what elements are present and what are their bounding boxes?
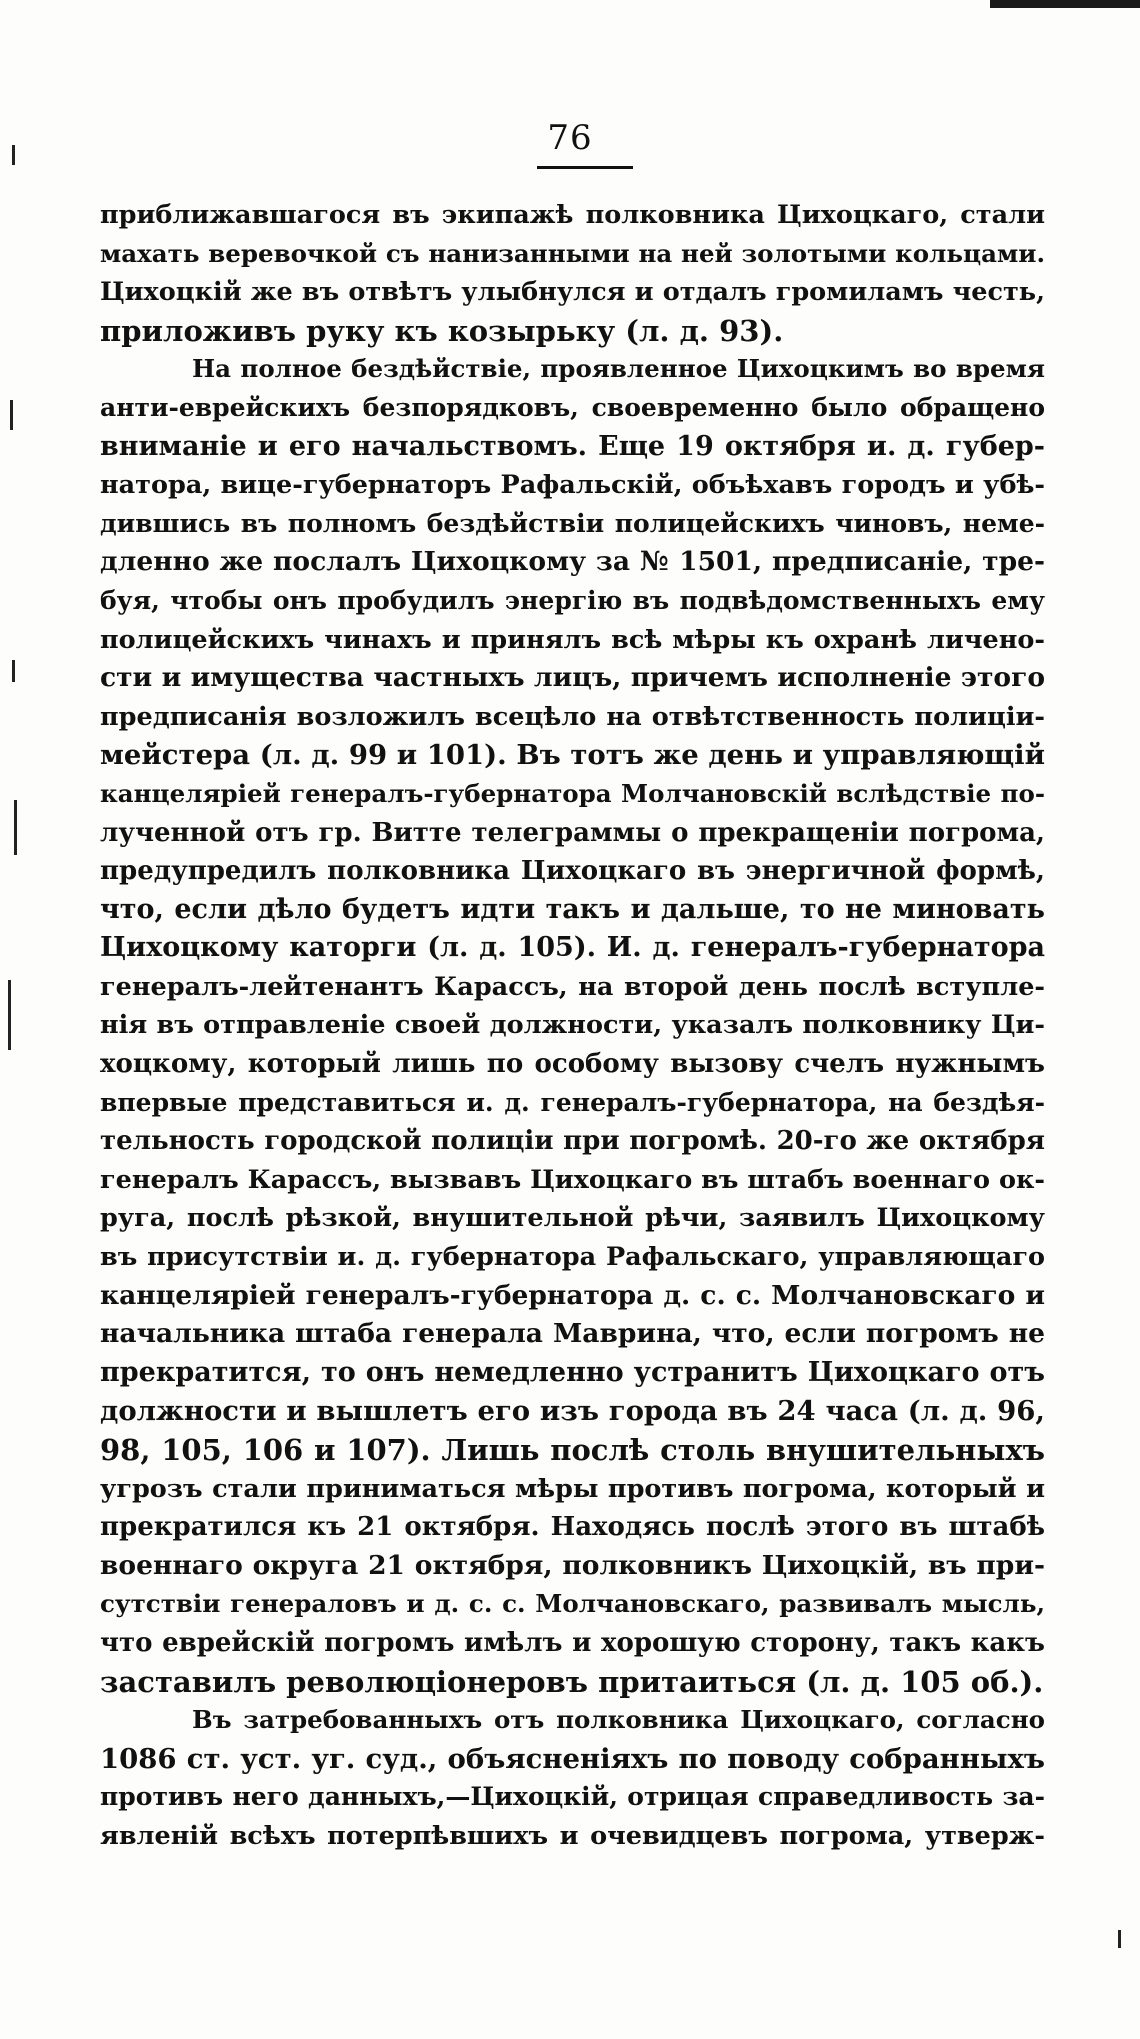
text-line: прекратился къ 21 октября. Находясь послѣ этого въ штабѣ [100,1512,1045,1543]
text-line: сти и имущества частныхъ лицъ, причемъ исполненіе этого [100,662,1045,694]
text-line: 1086 ст. уст. уг. суд., объясненіяхъ по поводу собранныхъ [100,1742,1045,1775]
text-line: мейстера (л. д. 99 и 101). Въ тотъ же день и управляющій [100,739,1045,772]
text-line: военнаго округа 21 октября, полковникъ Цихоцкій, въ при- [100,1549,1045,1581]
margin-scan-mark [10,400,13,430]
text-line: прекратится, то онъ немедленно устранитъ Цихоцкаго отъ [100,1356,1045,1388]
text-line: Цихоцкій же въ отвѣтъ улыбнулся и отдалъ громиламъ честь, [100,277,1045,308]
text-line: предписанія возложилъ всецѣло на отвѣтственность полиціи- [100,701,1045,732]
text-line: сутствіи генераловъ и д. с. с. Молчановскаго, развивалъ мысль, [100,1589,1045,1619]
text-line: полицейскихъ чинахъ и принялъ всѣ мѣры къ охранѣ личено- [100,624,1045,655]
text-line: дившись въ полномъ бездѣйствіи полицейскихъ чиновъ, неме- [100,508,1045,538]
text-line: нія въ отправленіе своей должности, указалъ полковнику Ци- [100,1010,1045,1041]
text-line: угрозъ стали приниматься мѣры противъ погрома, который и [100,1473,1045,1504]
text-line: приложивъ руку къ козырьку (л. д. 93). [100,313,784,348]
margin-scan-mark [1118,1930,1121,1948]
margin-scan-mark [14,800,17,855]
text-line: впервые представиться и. д. генералъ-губернатора, на бездѣя- [100,1087,1045,1117]
text-line: что еврейскій погромъ имѣлъ и хорошую сторону, такъ какъ [100,1627,1045,1658]
text-line: генералъ Карассъ, вызвавъ Цихоцкаго въ штабъ военнаго ок- [100,1164,1045,1195]
text-line: анти-еврейскихъ безпорядковъ, своевременно было обращено [100,392,1045,422]
margin-scan-mark [8,980,11,1050]
margin-scan-mark [12,660,15,682]
text-line: 98, 105, 106 и 107). Лишь послѣ столь внушительныхъ [100,1433,1045,1467]
text-line: лученной отъ гр. Витте телеграммы о прекращеніи погрома, [100,817,1045,848]
paragraph-start-line: Въ затребованныхъ отъ полковника Цихоцкаго, согласно [192,1705,1045,1735]
text-line: тельность городской полиціи при погромѣ. 20-го же октября [100,1126,1045,1157]
text-line: что, если дѣло будетъ идти такъ и дальше, то не миновать [100,893,1045,925]
paragraph-start-line: На полное бездѣйствіе, проявленное Цихоцкимъ во время [192,354,1045,384]
text-line: канцеляріей генералъ-губернатора Молчановскій вслѣдствіе по- [100,778,1045,808]
text-line: заставилъ революціонеровъ притаиться (л. д. 105 об.). [100,1664,1044,1699]
body-text [100,196,1045,1856]
text-line: въ присутствіи и. д. губернатора Рафальскаго, управляющаго [100,1242,1045,1273]
text-line: натора, вице-губернаторъ Рафальскій, объѣхавъ городъ и убѣ- [100,470,1045,501]
text-line: должности и вышлетъ его изъ города въ 24 часа (л. д. 96, [100,1395,1045,1428]
text-line: руга, послѣ рѣзкой, внушительной рѣчи, заявилъ Цихоцкому [100,1203,1045,1234]
text-line: Цихоцкому каторги (л. д. 105). И. д. генералъ-губернатора [100,932,1045,964]
text-line: генералъ-лейтенантъ Карассъ, на второй день послѣ вступле- [100,971,1045,1002]
text-line: предупредилъ полковника Цихоцкаго въ энергичной формѣ, [100,856,1045,887]
text-line: приближавшагося въ экипажѣ полковника Цихоцкаго, стали [100,200,1045,230]
margin-scan-mark [12,145,15,165]
page-number-underline [537,166,633,169]
page-number: 76 [547,118,593,158]
text-line: хоцкому, который лишь по особому вызову счелъ нужнымъ [100,1049,1045,1080]
text-line: начальника штаба генерала Маврина, что, если погромъ не [100,1318,1045,1350]
text-line: явленій всѣхъ потерпѣвшихъ и очевидцевъ погрома, утверж- [100,1820,1045,1851]
text-line: дленно же послалъ Цихоцкому за № 1501, предписаніе, тре- [100,546,1045,578]
text-line: канцеляріей генералъ-губернатора д. с. с. Молчановскаго и [100,1279,1045,1311]
text-line: противъ него данныхъ,—Цихоцкій, отрицая справедливость за- [100,1782,1045,1812]
scan-edge-mark [990,0,1140,8]
text-line: вниманіе и его начальствомъ. Еще 19 октября и. д. губер- [100,430,1045,462]
text-line: махать веревочкой съ нанизанными на ней золотыми кольцами. [100,238,1045,268]
text-line: буя, чтобы онъ пробудилъ энергію въ подвѣдомственныхъ ему [100,585,1045,615]
